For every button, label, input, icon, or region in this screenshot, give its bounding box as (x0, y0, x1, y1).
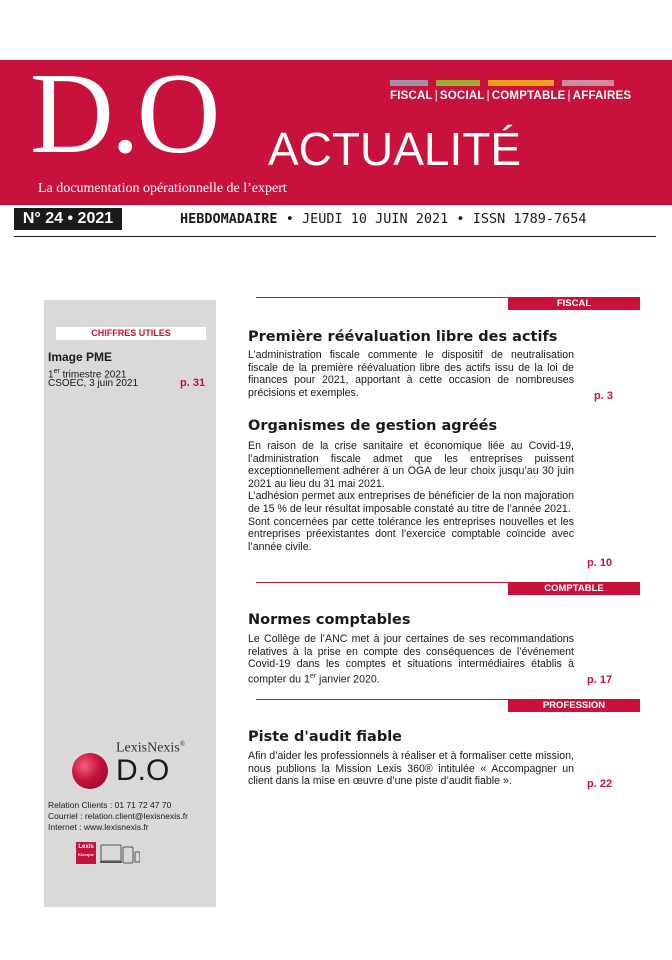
devices-icon (100, 844, 140, 866)
section-tab-profession: PROFESSION (508, 699, 640, 712)
issue-info (180, 208, 587, 230)
lexisnexis-do-wordmark: D.O (116, 754, 170, 787)
article-paragraph: Afin d’aider les professionnels à réaliser et à formaliser cette mission, nous publions la Mission Lexis 360® intitulée « Accompagner un client dans la mise en œuvre d’une piste d’audit fiable ». (248, 750, 574, 788)
category-fiscal: FISCAL (390, 90, 433, 102)
article-paragraph: L’adhésion permet aux entreprises de bénéficier de la non majoration de 15 % de leur résultat imposable constaté au titre de l’année 2021. (248, 490, 574, 515)
lexis-kiosque-icon (76, 842, 96, 864)
issue-frequency: HEBDOMADAIRE (180, 211, 278, 227)
brand-reg: ® (179, 740, 186, 748)
category-stripe-comptable (488, 80, 554, 86)
sidebar-title: CHIFFRES UTILES (56, 327, 206, 340)
body-sup: er (309, 672, 317, 680)
bullet: • (285, 211, 294, 227)
category-comptable: COMPTABLE (491, 90, 566, 102)
sidebar-item-source: CSOEC, 3 juin 2021 (48, 378, 139, 389)
category-list (390, 90, 640, 102)
masthead-title: ACTUALITÉ (268, 123, 522, 175)
category-stripe-social (436, 80, 480, 86)
article-title-oga[interactable]: Organismes de gestion agréés (248, 418, 498, 434)
article-body-reevaluation (248, 349, 574, 399)
sidebar-item-page-link[interactable]: p. 31 (180, 377, 206, 389)
section-tab-fiscal: FISCAL (508, 297, 640, 310)
header-rule (14, 236, 656, 237)
article-paragraph (248, 633, 574, 686)
article-page-link[interactable]: p. 17 (587, 674, 613, 686)
issue-issn: ISSN 1789-7654 (472, 211, 587, 227)
brand-word: LexisNexis (116, 740, 180, 756)
article-body-normes (248, 633, 574, 686)
contact-email[interactable]: Courriel : relation.client@lexisnexis.fr (48, 811, 188, 821)
category-social: SOCIAL (439, 90, 485, 102)
article-paragraph: Sont concernées par cette tolérance les entreprises nouvelles et les entreprises préexistantes dont l’exercice comptable coïncide avec l’année civile. (248, 515, 574, 553)
article-page-link[interactable]: p. 22 (587, 778, 613, 790)
bullet: • (456, 211, 465, 227)
kiosque-line1: Lexis (78, 844, 94, 850)
logo-do: D.O (30, 50, 218, 178)
kiosque-line2: Kiosque (78, 852, 94, 857)
article-body-piste-audit (248, 750, 574, 788)
section-tab-comptable: COMPTABLE (508, 582, 640, 595)
category-separator: | (486, 90, 490, 102)
body-text: janvier 2020. (316, 673, 380, 686)
lexisnexis-logo-icon (72, 753, 108, 789)
contact-phone: Relation Clients : 01 71 72 47 70 (48, 800, 172, 810)
tagline: La documentation opérationnelle de l’expert (38, 181, 287, 196)
article-page-link[interactable]: p. 3 (594, 390, 613, 402)
article-body-oga (248, 440, 574, 553)
category-stripe-fiscal (390, 80, 428, 86)
sidebar-item-title: Image PME (48, 350, 113, 364)
article-title-piste-audit[interactable]: Piste d'audit fiable (248, 729, 403, 745)
category-affaires: AFFAIRES (572, 90, 632, 102)
category-stripe-affaires (562, 80, 614, 86)
article-title-normes[interactable]: Normes comptables (248, 612, 411, 628)
period-day: 1 (48, 369, 54, 381)
issue-number: N° 24 • 2021 (14, 208, 122, 230)
period-sup: er (53, 368, 60, 375)
category-separator: | (434, 90, 438, 102)
body-text: Le Collège de l’ANC met à jour certaines de ses recommandations relatives à la prise en compte des conséquences de l’événement Covid-19 dans les comptes et situations intermédiaires établis à compter du 1 (248, 633, 574, 686)
contact-website[interactable]: Internet : www.lexisnexis.fr (48, 822, 149, 832)
article-page-link[interactable]: p. 10 (587, 557, 613, 569)
category-separator: | (567, 90, 571, 102)
article-paragraph: En raison de la crise sanitaire et économique liée au Covid-19, l’administration fiscale admet que les entreprises puissent exceptionnellement adhérer à un OGA de leur choix jusqu’au 30 juin 2021 au lieu du 31 mai 2021. (248, 440, 574, 490)
article-paragraph: L’administration fiscale commente le dispositif de neutralisation fiscale de la première réévaluation libre des actifs issu de la loi de finances pour 2021, apportant à cette occasion de nombreuses précisions et exemples. (248, 349, 574, 399)
issue-date: JEUDI 10 JUIN 2021 (301, 211, 449, 227)
period-text: trimestre 2021 (59, 369, 127, 381)
article-title-reevaluation[interactable]: Première réévaluation libre des actifs (248, 329, 558, 345)
